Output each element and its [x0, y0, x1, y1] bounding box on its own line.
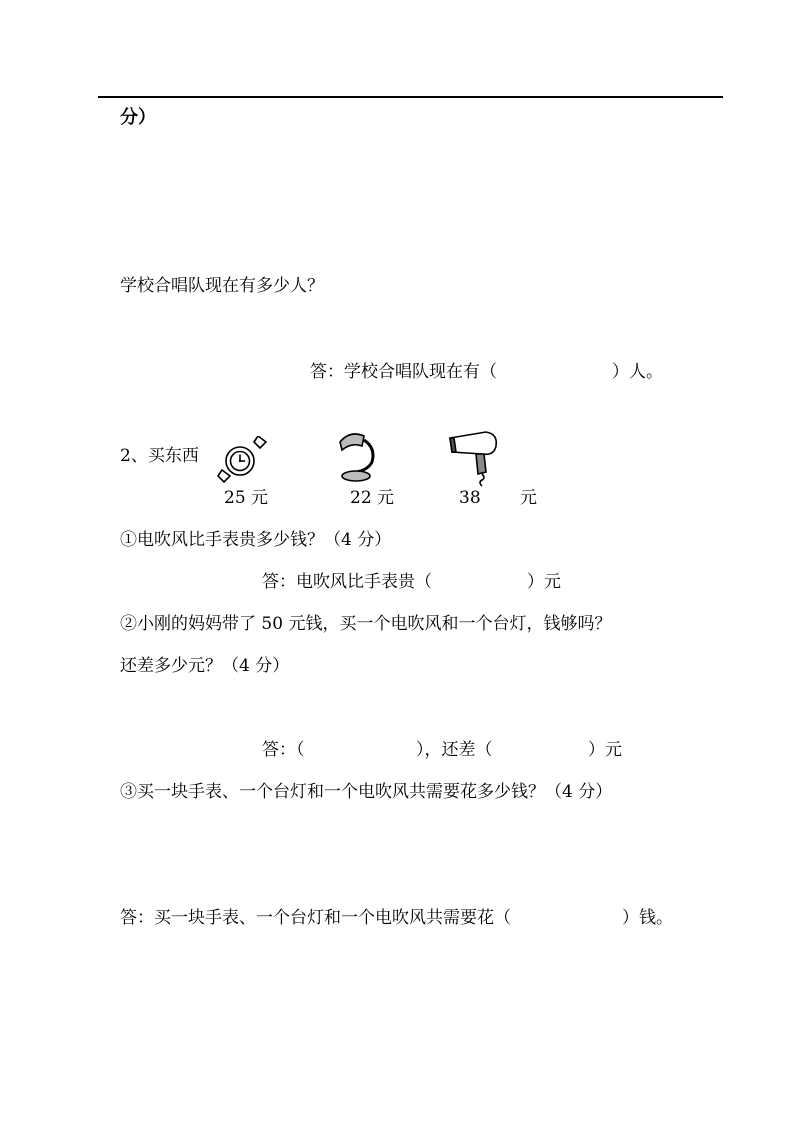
top-rule	[98, 96, 723, 98]
q1-question: 学校合唱队现在有多少人？	[120, 276, 324, 296]
sub3-answer-prefix: 答：买一块手表、一个台灯和一个电吹风共需要花（	[120, 908, 511, 928]
lamp-price: 22 元	[350, 488, 395, 508]
sub3-question: ③买一块手表、一个台灯和一个电吹风共需要花多少钱？（4 分）	[120, 782, 613, 802]
sub2-question-line1: ②小刚的妈妈带了 50 元钱，买一个电吹风和一个台灯，钱够吗？	[120, 614, 612, 634]
sub1-question: ①电吹风比手表贵多少钱？（4 分）	[120, 530, 392, 550]
q2-title: 2、买东西	[120, 446, 199, 466]
q1-answer-suffix: ）人。	[612, 362, 663, 382]
dryer-price-number: 38	[459, 488, 481, 508]
watch-price: 25 元	[224, 488, 269, 508]
sub2-answer-suffix: ）元	[588, 740, 622, 760]
desk-lamp-icon	[334, 430, 380, 484]
hair-dryer-icon	[446, 430, 502, 488]
sub3-answer-suffix: ）钱。	[622, 908, 673, 928]
sub2-answer-prefix: 答：（	[262, 740, 305, 760]
sub2-answer-middle: ），还差（	[416, 740, 493, 760]
sub2-question-line2: 还差多少元？（4 分）	[120, 656, 290, 676]
q1-answer-prefix: 答：学校合唱队现在有（	[310, 362, 497, 382]
sub1-answer-suffix: ）元	[527, 572, 561, 592]
wristwatch-icon	[216, 436, 270, 484]
dryer-price-unit: 元	[520, 488, 537, 508]
header-continuation: 分）	[120, 107, 156, 128]
sub1-answer-prefix: 答：电吹风比手表贵（	[262, 572, 432, 592]
